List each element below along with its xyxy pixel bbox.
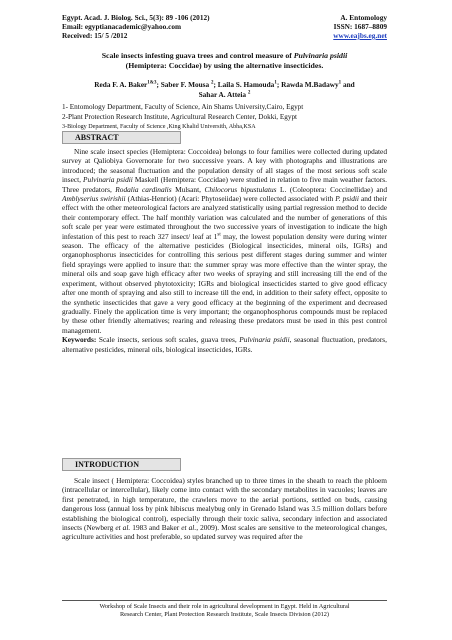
journal-website-link[interactable]: www.eajbs.eg.net <box>333 31 387 40</box>
paper-title: Scale insects infesting guava trees and control measure of Pulvinaria psidii (Hemiptera: Coccidae) by using the alternative insecticides. <box>101 51 348 70</box>
introduction-heading: INTRODUCTION <box>62 458 181 471</box>
page-footer: Workshop of Scale Insects and their role in agricultural development in Egypt. Held in Agricultural Research Center, Plant Protection Research Institute, Scale Insects Division (2012) <box>99 603 350 618</box>
abstract-heading: ABSTRACT <box>62 131 181 144</box>
header-row-3 <box>62 31 387 40</box>
header-row-2 <box>62 22 387 31</box>
author-list: Reda F. A. Baker$^{1\&3}$; Saber F. Mousa $^2$; Laila S. Hamouda$^1$; Rawda M.Badawy$^1$ and Sahar A. Atteia $^2$ <box>94 80 355 99</box>
keywords: Keywords: Scale insects, serious soft scales, guava trees, Pulvinaria psidii, seasonal fluctuation, predators, alternative pesticides, mineral oils, biological insecticides, IGRs. <box>62 335 387 354</box>
header-row-1 <box>62 13 387 22</box>
journal-issn: ISSN: 1687–8809 <box>333 22 387 31</box>
received-date: Received: 15/ 5 /2012 <box>62 31 128 40</box>
introduction-body <box>62 476 387 542</box>
journal-email: Email: egyptianacademic@yahoo.com <box>62 22 182 31</box>
footer-divider <box>62 600 387 601</box>
affiliation-1: 1- Entomology Department, Faculty of Science, Ain Shams University,Cairo, Egypt <box>62 103 304 111</box>
introduction-paragraph: Scale insect ( Hemiptera: Coccoidea) styles branched up to three times in the sheath to reach the phloem (intracellular or intercellular), likely come into contact with the secondary metabolites in vacuoles; leaves are first penetrated, in high temperature, the crawlers move to the aerial portions, settled on buds, causing dangerous loss (annual loss by pink hibiscus mealybug only in Grenado Island was 3.5 million dollars before establishing the biological control), especially through their toxic saliva, secondary infection and associated insects (Newberg et al. 1983 and Baker et al., 2009). Most scales are sensitive to the meteorological changes, agriculture activities and host preferable, so updated survey was required after the <box>62 476 387 542</box>
keywords-label: Keywords: <box>62 335 97 345</box>
affiliation-2: 2-Plant Protection Research Institute, Agricultural Research Center, Dokki, Egypt <box>62 113 298 121</box>
affiliation-3: 3-Biology Department, Faculty of Science ,King Khalid Universith, Abha,KSA <box>62 124 256 130</box>
journal-citation: Egypt. Acad. J. Biolog. Sci., 5(3): 89 -106 (2012) <box>62 13 210 22</box>
journal-section: A. Entomology <box>340 13 387 22</box>
abstract-body <box>62 147 387 354</box>
title-species: Pulvinaria psidii <box>293 51 348 60</box>
abstract-paragraph: Nine scale insect species (Hemiptera: Coccoidea) belongs to four families were collected during updated survey at Qaliobiya Governorate for two successive years. A key with photographs and illustrations are introduced; the seasonal fluctuation and the population density of all stages of the most serious soft scale insect, Pulvinaria psidii Maskell (Hemiptera: Coccidae) were studied in relation to five main weather factors. Three predators, Rodalia cardinalis Mulsant, Chilocorus bipustulatus L. (Coleoptera: Coccinellidae) and Amblyserius swirishii (Athias-Henriot) (Acari: Phytoseiidae) were collected associated with P. psidii and their effect with the other meteorological factors are analyzed statistically using partial regression method to decide their contemporary effect. The half monthly variation was calculated and the number of generations of this soft scale per year were estimated throughout the two successive years of investigation to indicate the high infestation of this pest to reach 327 insect/ leaf at 1st may, the lowest population density were during winter season. The efficacy of the alternative pesticides (Biological insecticides, mineral oils, IGRs) and organophosphorus insecticides for controlling this serious pest different stages during summer and winter field sprayings were applied to insure that: the summer spray was more effective than the winter spray, the mineral oils and soap gave high efficacy after two weeks of spraying and still increasing till the end of the experiment, without observed phytotoxicity; IGRs and biological insecticides started to give good efficacy after one month of spraying and also still to increase till the end, in addition to their safety effect, opposite to the synthetic insecticides that gave a very good efficacy at the beginning of the experiment and decreased gradually. Finely the application time is very important; the organophosphorus compounds must be replaced by these other friendly alternatives; rearing and releasing these predators must be used in this pest control management. <box>62 147 388 335</box>
